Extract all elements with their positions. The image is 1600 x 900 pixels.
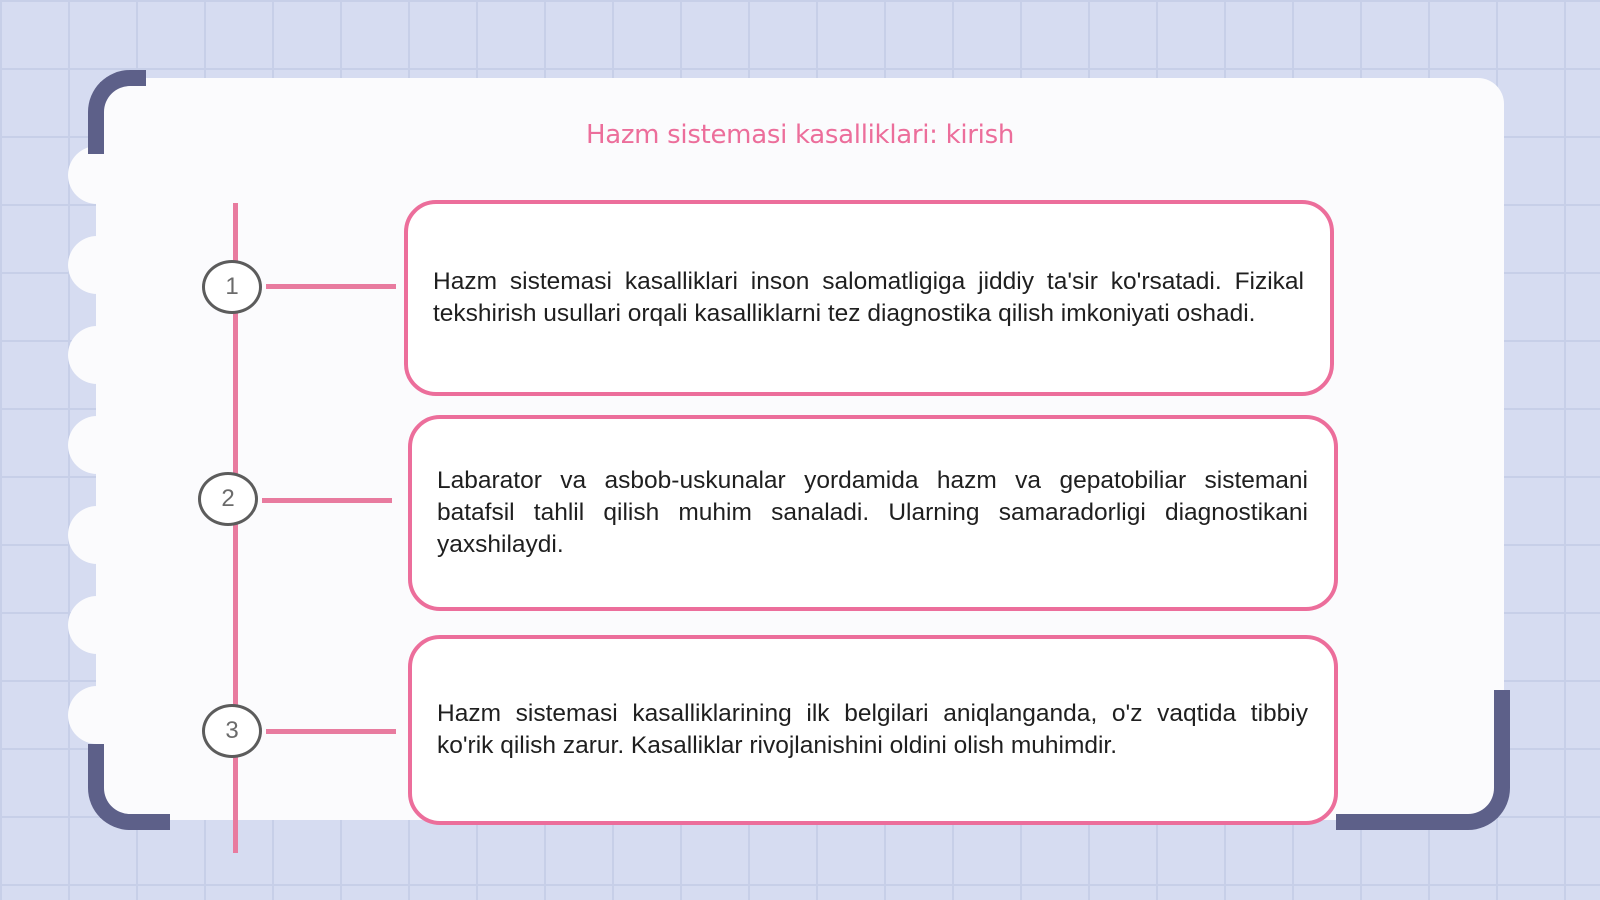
step-text-2: Labarator va asbob-uskunalar yordamida hazm va gepatobiliar sistemani batafsil tahlil qilish muhim sanaladi. Ularning samaradorligi diagnostikani yaxshilaydi. — [437, 467, 1308, 558]
step-card-2 — [408, 415, 1338, 611]
timeline-connector-1 — [266, 284, 396, 289]
step-card-1 — [404, 200, 1334, 396]
frame-corner-top-left — [88, 70, 146, 154]
sheet-scallop — [68, 326, 126, 384]
sheet-scallop — [68, 596, 126, 654]
step-number-2: 2 — [198, 472, 258, 526]
step-text-3: Hazm sistemasi kasalliklarining ilk belgilari aniqlanganda, o'z vaqtida tibbiy ko'rik qilish zarur. Kasalliklar rivojlanishini oldini olish muhimdir. — [437, 700, 1308, 759]
sheet-scallop — [68, 506, 126, 564]
step-number-3: 3 — [202, 704, 262, 758]
step-text-1: Hazm sistemasi kasalliklari inson salomatligiga jiddiy ta'sir ko'rsatadi. Fizikal tekshirish usullari orqali kasalliklarni tez diagnostika qilish imkoniyati oshadi. — [433, 268, 1304, 327]
sheet-scallop — [68, 416, 126, 474]
timeline-connector-2 — [262, 498, 392, 503]
sheet-scallop — [68, 236, 126, 294]
sheet-scallop — [68, 686, 126, 744]
slide-title: Hazm sistemasi kasalliklari: kirish — [585, 120, 1015, 150]
step-card-3 — [408, 635, 1338, 825]
step-number-1: 1 — [202, 260, 262, 314]
timeline-connector-3 — [266, 729, 396, 734]
sheet-scallop — [68, 146, 126, 204]
frame-corner-bottom-right — [1336, 690, 1510, 830]
frame-corner-bottom-left — [88, 744, 170, 830]
